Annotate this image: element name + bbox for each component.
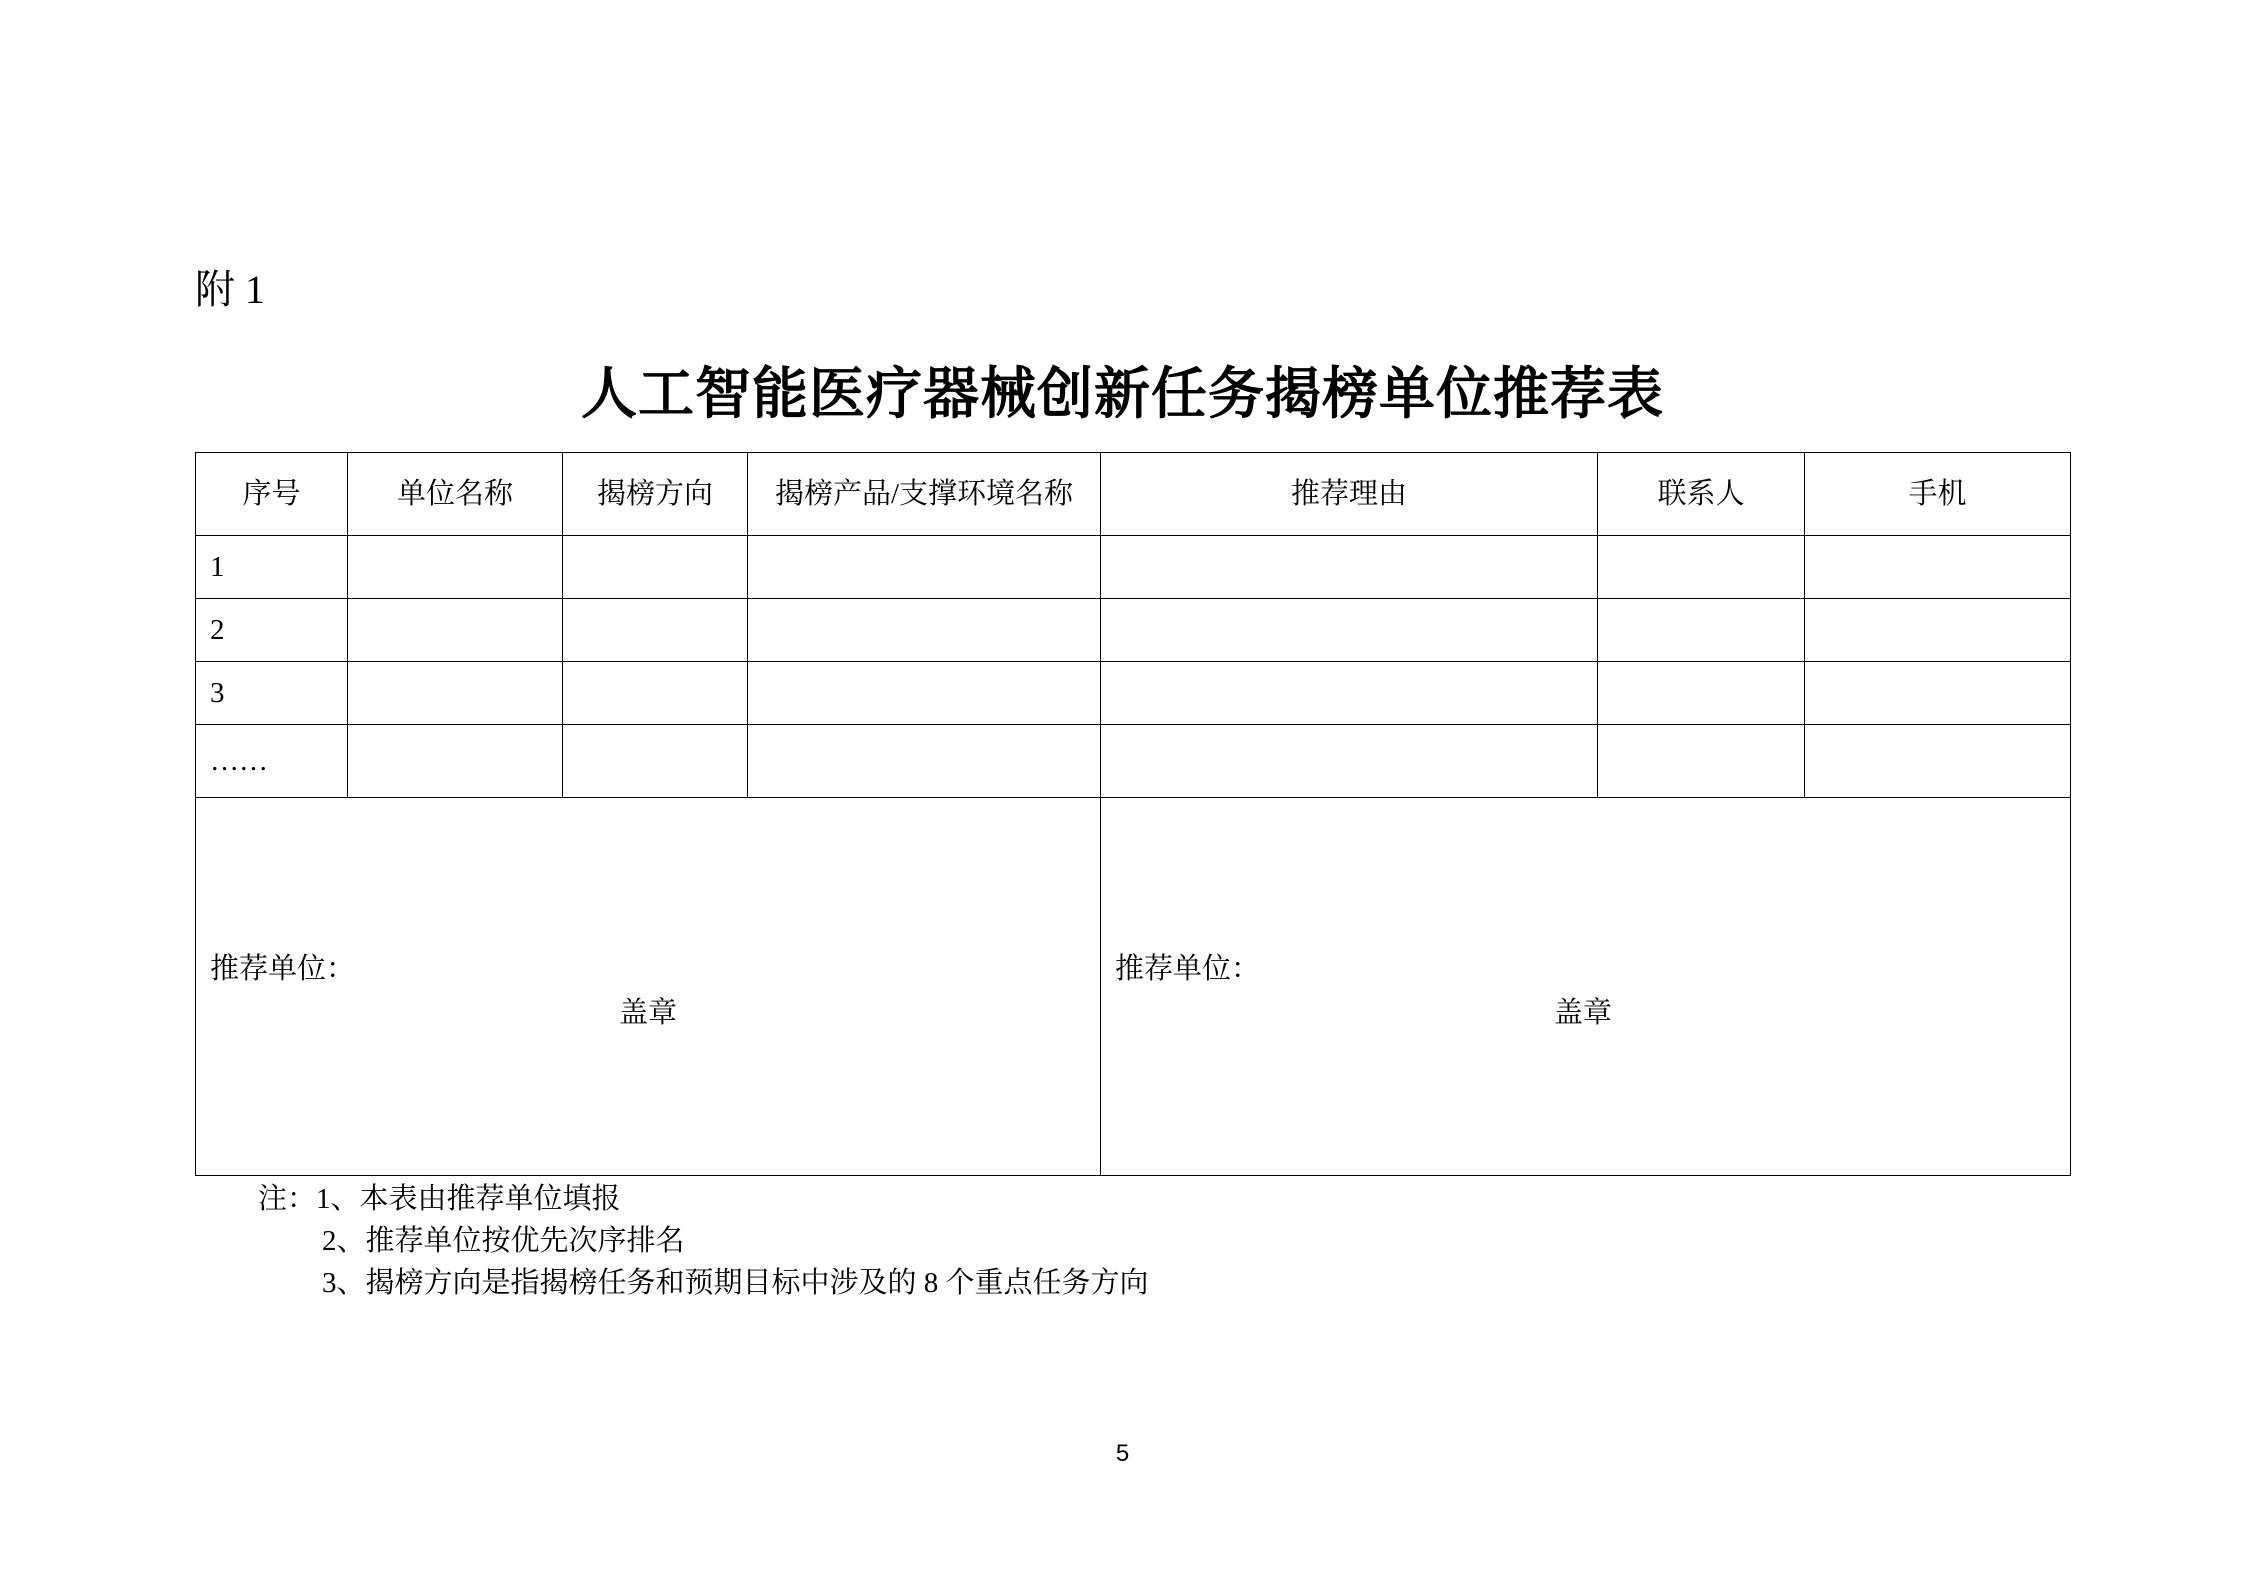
- header-contact: 联系人: [1598, 453, 1805, 536]
- cell[interactable]: [563, 725, 748, 798]
- header-reason: 推荐理由: [1101, 453, 1598, 536]
- cell[interactable]: [1101, 662, 1598, 725]
- signature-cell-left: [196, 798, 1101, 1176]
- page-title: 人工智能医疗器械创新任务揭榜单位推荐表: [581, 364, 1664, 426]
- table-header-row: [196, 453, 2071, 536]
- cell[interactable]: [748, 536, 1101, 599]
- cell[interactable]: [1598, 536, 1805, 599]
- cell[interactable]: [563, 599, 748, 662]
- cell[interactable]: [1101, 599, 1598, 662]
- cell[interactable]: [1598, 599, 1805, 662]
- signature-row: [196, 798, 2071, 1176]
- header-product: 揭榜产品/支撑环境名称: [748, 453, 1101, 536]
- cell[interactable]: [348, 536, 563, 599]
- cell[interactable]: [563, 536, 748, 599]
- page-number: 5: [1115, 1440, 1130, 1467]
- seal-label: 盖章: [1554, 997, 1613, 1029]
- cell[interactable]: [1101, 725, 1598, 798]
- seal-label: 盖章: [619, 997, 678, 1029]
- sign-label: 推荐单位：: [1115, 953, 1261, 985]
- cell[interactable]: [1805, 536, 2071, 599]
- cell[interactable]: [348, 599, 563, 662]
- header-unit-name: 单位名称: [348, 453, 563, 536]
- row-index: 3: [196, 662, 348, 725]
- row-index: 1: [196, 536, 348, 599]
- cell[interactable]: [1805, 725, 2071, 798]
- annex-label: 附 1: [195, 267, 265, 312]
- note-3: 3、揭榜方向是指揭榜任务和预期目标中涉及的 8 个重点任务方向: [322, 1267, 1149, 1299]
- cell[interactable]: [1101, 536, 1598, 599]
- recommendation-table: [195, 452, 2071, 1176]
- cell[interactable]: [1805, 662, 2071, 725]
- cell[interactable]: [1598, 725, 1805, 798]
- cell[interactable]: [1598, 662, 1805, 725]
- note-2: 2、推荐单位按优先次序排名: [322, 1225, 685, 1257]
- table-row: [196, 599, 2071, 662]
- notes: [258, 1178, 1149, 1304]
- row-index: 2: [196, 599, 348, 662]
- table-row: [196, 662, 2071, 725]
- header-index: 序号: [196, 453, 348, 536]
- header-phone: 手机: [1805, 453, 2071, 536]
- sign-label: 推荐单位：: [210, 953, 356, 985]
- note-1: 注：1、本表由推荐单位填报: [258, 1183, 621, 1215]
- cell[interactable]: [348, 662, 563, 725]
- cell[interactable]: [748, 725, 1101, 798]
- table-row: [196, 725, 2071, 798]
- table-row: [196, 536, 2071, 599]
- cell[interactable]: [748, 662, 1101, 725]
- cell[interactable]: [563, 662, 748, 725]
- header-direction: 揭榜方向: [563, 453, 748, 536]
- cell[interactable]: [748, 599, 1101, 662]
- signature-cell-right: [1101, 798, 2071, 1176]
- row-index: ……: [196, 725, 348, 798]
- cell[interactable]: [1805, 599, 2071, 662]
- cell[interactable]: [348, 725, 563, 798]
